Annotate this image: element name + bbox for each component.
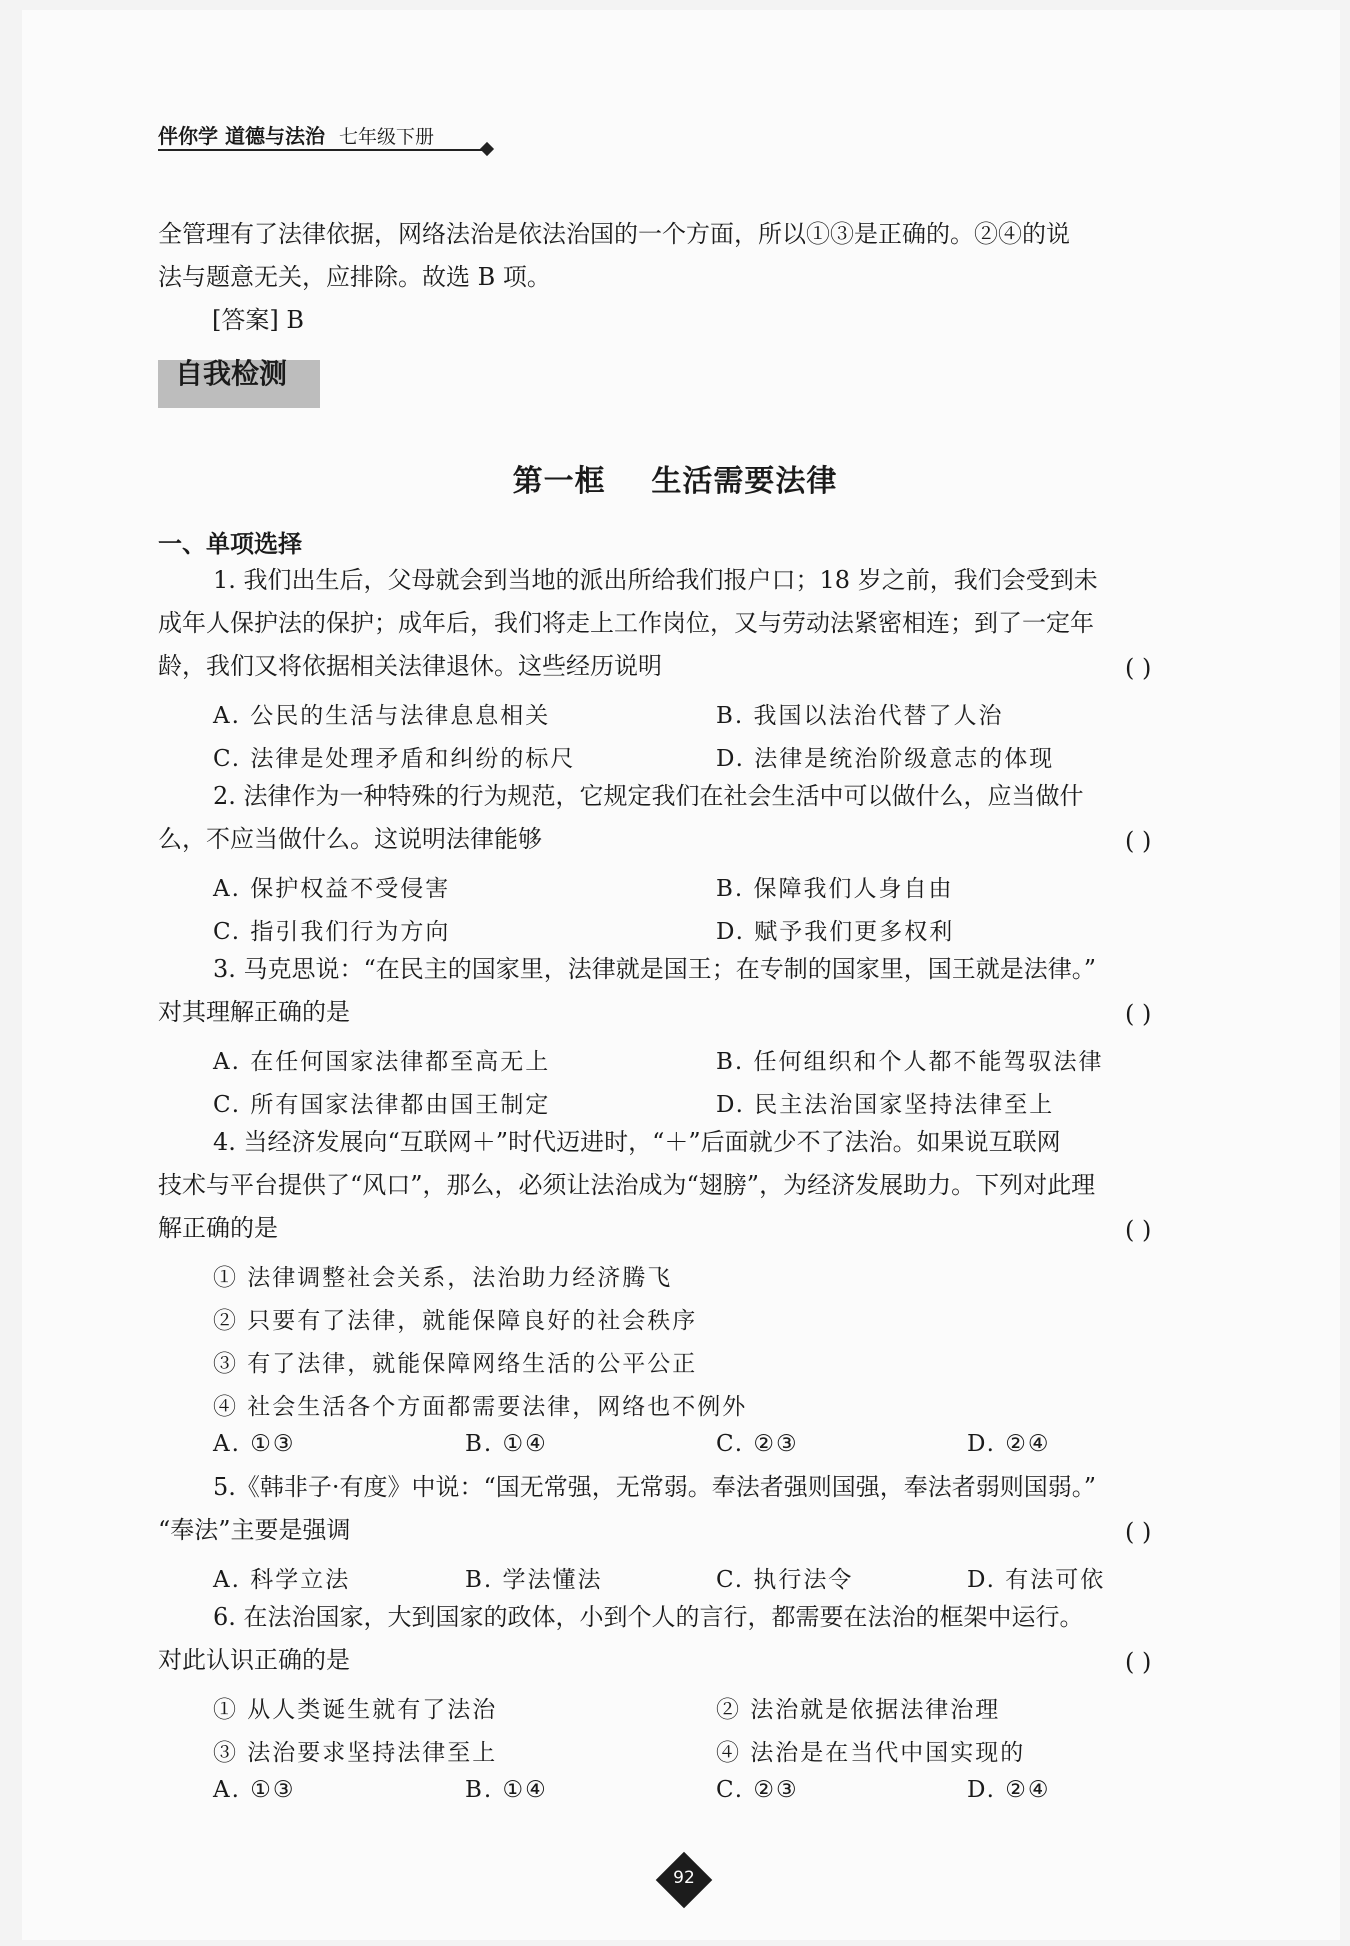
option-d: D. 有法可依 bbox=[967, 1567, 1106, 1593]
answer-bracket: ( ) bbox=[1125, 827, 1152, 855]
option-b: B. 任何组织和个人都不能驾驭法律 bbox=[716, 1049, 1104, 1075]
question-4-line: 解正确的是 bbox=[158, 1214, 278, 1242]
option-a: A. ①③ bbox=[213, 1431, 296, 1457]
header-rule bbox=[158, 149, 488, 151]
statement-2: ② 法治就是依据法律治理 bbox=[716, 1697, 1001, 1723]
option-d: D. 民主法治国家坚持法律至上 bbox=[716, 1092, 1055, 1118]
question-5-line: “奉法”主要是强调 bbox=[158, 1516, 351, 1544]
answer-bracket: ( ) bbox=[1125, 1648, 1152, 1676]
question-3-line: 对其理解正确的是 bbox=[158, 998, 350, 1026]
option-c: C. 所有国家法律都由国王制定 bbox=[213, 1092, 551, 1118]
answer-line: [答案] B bbox=[212, 306, 304, 334]
statement-2: ② 只要有了法律，就能保障良好的社会秩序 bbox=[213, 1308, 698, 1334]
question-1-line: 龄，我们又将依据相关法律退休。这些经历说明 bbox=[158, 652, 662, 680]
option-a: A. 公民的生活与法律息息相关 bbox=[213, 703, 551, 729]
explanation-line: 法与题意无关，应排除。故选 B 项。 bbox=[158, 263, 551, 291]
question-3-line: 3. 马克思说：“在民主的国家里，法律就是国王；在专制的国家里，国王就是法律。” bbox=[213, 955, 1097, 983]
option-b: B. 学法懂法 bbox=[465, 1567, 603, 1593]
question-6-line: 6. 在法治国家，大到国家的政体，小到个人的言行，都需要在法治的框架中运行。 bbox=[213, 1603, 1084, 1631]
question-4-line: 4. 当经济发展向“互联网＋”时代迈进时，“＋”后面就少不了法治。如果说互联网 bbox=[213, 1128, 1061, 1156]
answer-bracket: ( ) bbox=[1125, 1216, 1152, 1244]
option-b: B. 保障我们人身自由 bbox=[716, 876, 954, 902]
question-1-line: 成年人保护法的保护；成年后，我们将走上工作岗位，又与劳动法紧密相连；到了一定年 bbox=[158, 609, 1094, 637]
answer-bracket: ( ) bbox=[1125, 1518, 1152, 1546]
question-5-line: 5.《韩非子·有度》中说：“国无常强，无常弱。奉法者强则国强，奉法者弱则国弱。” bbox=[213, 1473, 1097, 1501]
question-2-line: 么，不应当做什么。这说明法律能够 bbox=[158, 825, 542, 853]
explanation-line: 全管理有了法律依据，网络法治是依法治国的一个方面，所以①③是正确的。②④的说 bbox=[158, 220, 1070, 248]
question-4-line: 技术与平台提供了“风口”，那么，必须让法治成为“翅膀”，为经济发展助力。下列对此理 bbox=[158, 1171, 1096, 1199]
book-series-title: 伴你学 道德与法治 bbox=[158, 124, 325, 148]
section-title: 自我检测 bbox=[175, 357, 288, 390]
statement-3: ③ 法治要求坚持法律至上 bbox=[213, 1740, 498, 1766]
lesson-title: 第一框 生活需要法律 bbox=[512, 464, 838, 499]
option-a: A. ①③ bbox=[213, 1777, 296, 1803]
page-number: 92 bbox=[673, 1868, 695, 1888]
question-2-line: 2. 法律作为一种特殊的行为规范，它规定我们在社会生活中可以做什么，应当做什 bbox=[213, 782, 1084, 810]
statement-1: ① 法律调整社会关系，法治助力经济腾飞 bbox=[213, 1265, 673, 1291]
option-c: C. 法律是处理矛盾和纠纷的标尺 bbox=[213, 746, 576, 772]
option-d: D. ②④ bbox=[967, 1431, 1051, 1457]
option-d: D. ②④ bbox=[967, 1777, 1051, 1803]
option-a: A. 在任何国家法律都至高无上 bbox=[213, 1049, 551, 1075]
option-a: A. 保护权益不受侵害 bbox=[213, 876, 451, 902]
option-c: C. 指引我们行为方向 bbox=[213, 919, 451, 945]
option-d: D. 法律是统治阶级意志的体现 bbox=[716, 746, 1055, 772]
question-1-line: 1. 我们出生后，父母就会到当地的派出所给我们报户口；18 岁之前，我们会受到未 bbox=[213, 566, 1098, 594]
option-d: D. 赋予我们更多权利 bbox=[716, 919, 955, 945]
option-c: C. ②③ bbox=[716, 1777, 799, 1803]
option-c: C. 执行法令 bbox=[716, 1567, 854, 1593]
running-header bbox=[158, 120, 434, 149]
question-6-line: 对此认识正确的是 bbox=[158, 1646, 350, 1674]
statement-3: ③ 有了法律，就能保障网络生活的公平公正 bbox=[213, 1351, 698, 1377]
option-b: B. ①④ bbox=[465, 1777, 548, 1803]
part-title: 一、单项选择 bbox=[158, 530, 302, 558]
answer-bracket: ( ) bbox=[1125, 654, 1152, 682]
option-b: B. 我国以法治代替了人治 bbox=[716, 703, 1004, 729]
statement-4: ④ 法治是在当代中国实现的 bbox=[716, 1740, 1026, 1766]
option-a: A. 科学立法 bbox=[213, 1567, 351, 1593]
statement-1: ① 从人类诞生就有了法治 bbox=[213, 1697, 498, 1723]
statement-4: ④ 社会生活各个方面都需要法律，网络也不例外 bbox=[213, 1394, 748, 1420]
option-b: B. ①④ bbox=[465, 1431, 548, 1457]
answer-bracket: ( ) bbox=[1125, 1000, 1152, 1028]
grade-label: 七年级下册 bbox=[338, 126, 434, 148]
option-c: C. ②③ bbox=[716, 1431, 799, 1457]
